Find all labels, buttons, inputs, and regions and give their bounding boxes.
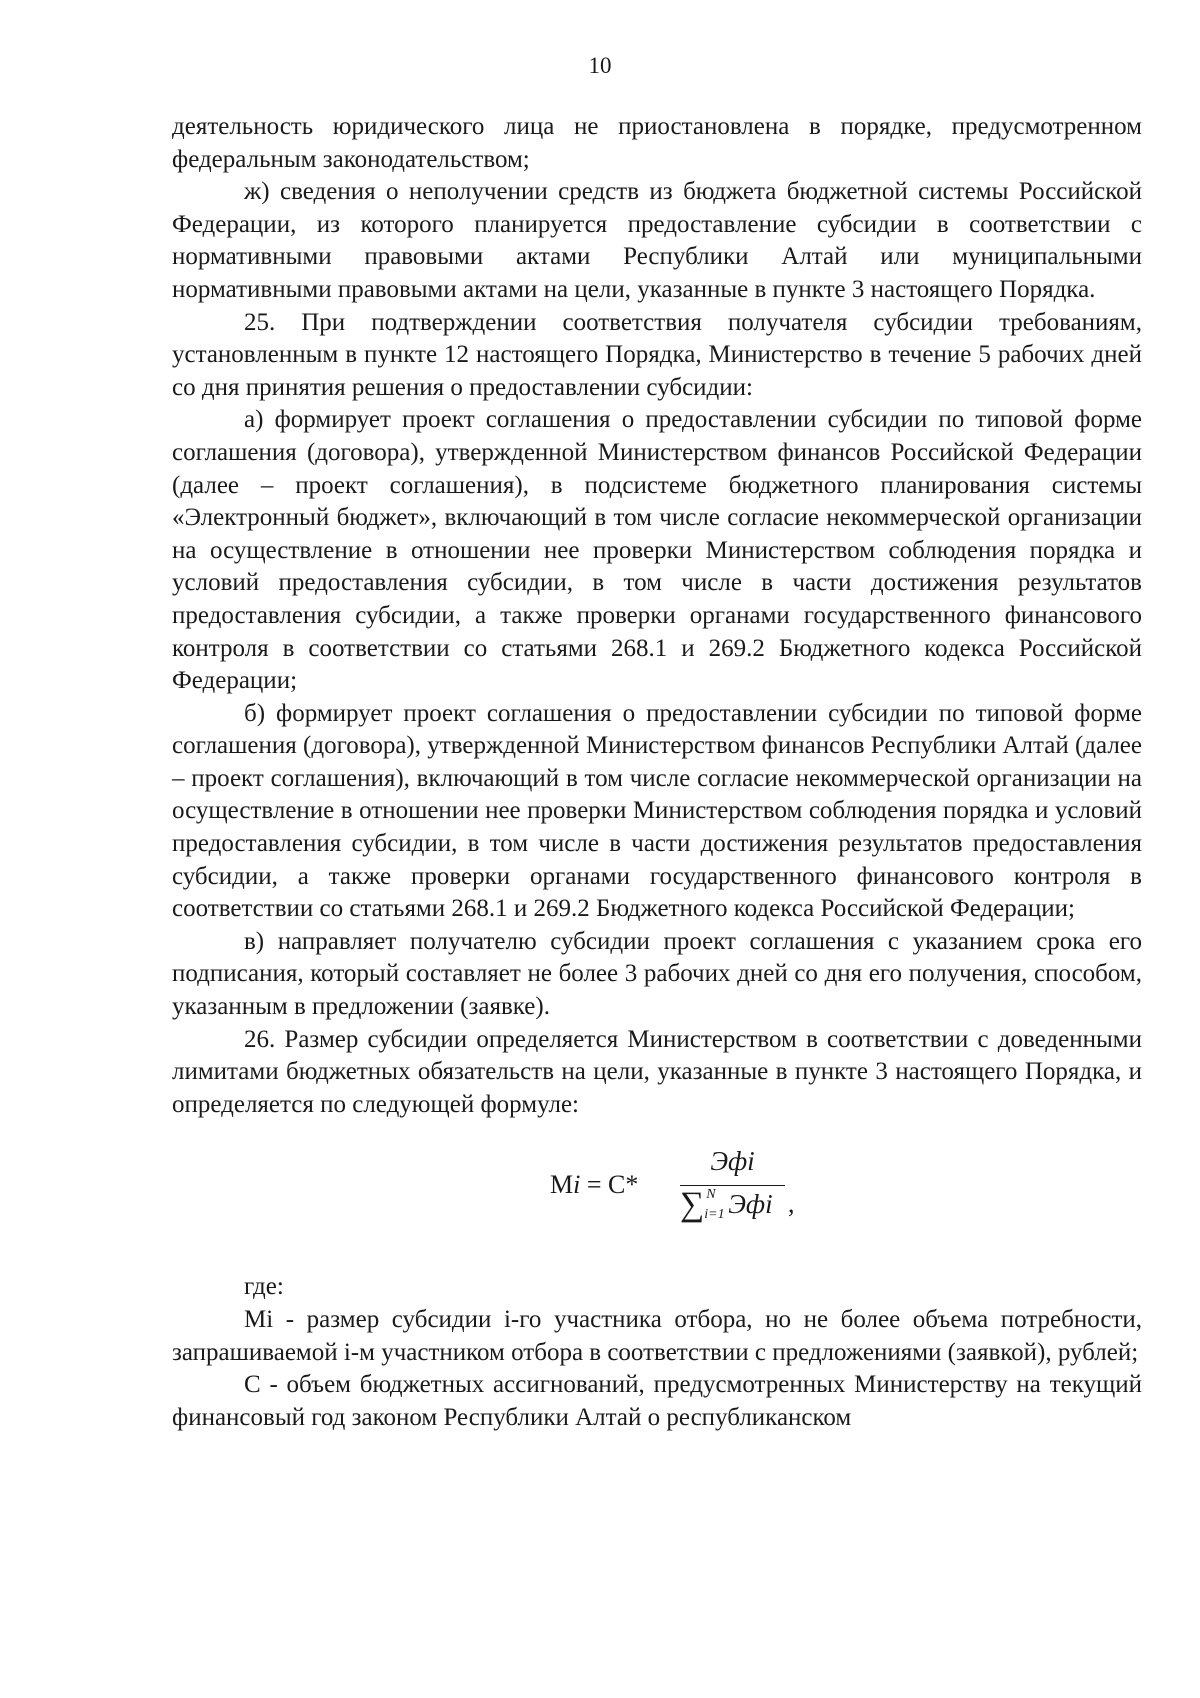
- formula-denominator: [680, 1186, 773, 1224]
- sigma-symbol: ∑: [680, 1186, 705, 1224]
- sum-upper-limit: N: [706, 1187, 716, 1203]
- paragraph: а) формирует проект соглашения о предоставлении субсидии по типовой форме соглашения (договора), утвержденной Министерством финансов Российской Федерации (далее – проект соглашения), в подсистеме бюджетного планирования системы «Электронный бюджет», включающий в том числе согласие некоммерческой организации на осуществление в отношении нее проверки Министерством соблюдения порядка и условий предоставления субсидии, в том числе в части достижения результатов предоставления субсидии, а также проверки органами государственного финансового контроля в соответствии со статьями 268.1 и 269.2 Бюджетного кодекса Российской Федерации;: [172, 406, 1142, 695]
- formula-fraction: [680, 1146, 785, 1226]
- formula-times: *: [625, 1170, 639, 1200]
- formula-numerator: Эфi: [710, 1146, 755, 1177]
- formula-equals: =: [586, 1170, 602, 1200]
- paragraph: в) направляет получателю субсидии проект соглашения с указанием срока его подписания, который составляет не более 3 рабочих дней со дня его получения, способом, указанным в предложении (заявке).: [172, 927, 1142, 1021]
- paragraph: ж) сведения о неполучении средств из бюджета бюджетной системы Российской Федерации, из которого планируется предоставление субсидии в соответствии с нормативными правовыми актами Республики Алтай или муниципальными нормативными правовыми актами на цели, указанные в пункте 3 настоящего Порядка.: [172, 178, 1142, 303]
- paragraph: где:: [244, 1273, 284, 1301]
- paragraph: 25. При подтверждении соответствия получателя субсидии требованиям, установленным в пункте 12 настоящего Порядка, Министерство в течение 5 рабочих дней со дня принятия решения о предоставлении субсидии:: [172, 308, 1142, 401]
- formula-block: [172, 1121, 1142, 1271]
- paragraph: деятельность юридического лица не приостановлена в порядке, предусмотренном федеральным законодательством;: [172, 113, 1142, 173]
- formula-lhs-symbol: M: [550, 1170, 574, 1200]
- formula-lhs-index: i: [573, 1170, 581, 1200]
- subsidy-formula: [550, 1146, 795, 1226]
- paragraph: б) формирует проект соглашения о предоставлении субсидии по типовой форме соглашения (договора), утвержденной Министерством финансов Республики Алтай (далее – проект соглашения), включающий в том числе согласие некоммерческой организации на осуществление в отношении нее проверки Министерством соблюдения порядка и условий предоставления субсидии, в том числе в части достижения результатов предоставления субсидии, а также проверки органами государственного финансового контроля в соответствии со статьями 268.1 и 269.2 Бюджетного кодекса Российской Федерации;: [172, 699, 1142, 923]
- sum-limits: [704, 1187, 728, 1223]
- paragraph: 26. Размер субсидии определяется Министерством в соответствии с доведенными лимитами бюджетных обязательств на цели, указанные в пункте 3 настоящего Порядка, и определяется по следующей формуле:: [172, 1025, 1142, 1118]
- paragraph: С - объем бюджетных ассигнований, предусмотренных Министерству на текущий финансовый год законом Республики Алтай о республиканском: [172, 1371, 1142, 1431]
- formula-lhs: [550, 1169, 638, 1202]
- formula-trailing-comma: ,: [788, 1189, 795, 1219]
- page-number: 10: [588, 53, 612, 78]
- formula-multiplier: C: [608, 1170, 626, 1200]
- sum-lower-limit: i=1: [704, 1207, 725, 1223]
- document-body: [172, 111, 1142, 1434]
- paragraph: Mi - размер субсидии i-го участника отбора, но не более объема потребности, запрашиваемой i-м участником отбора в соответствии с предложениями (заявкой), рублей;: [172, 1306, 1142, 1366]
- denominator-term: Эфi: [728, 1189, 773, 1220]
